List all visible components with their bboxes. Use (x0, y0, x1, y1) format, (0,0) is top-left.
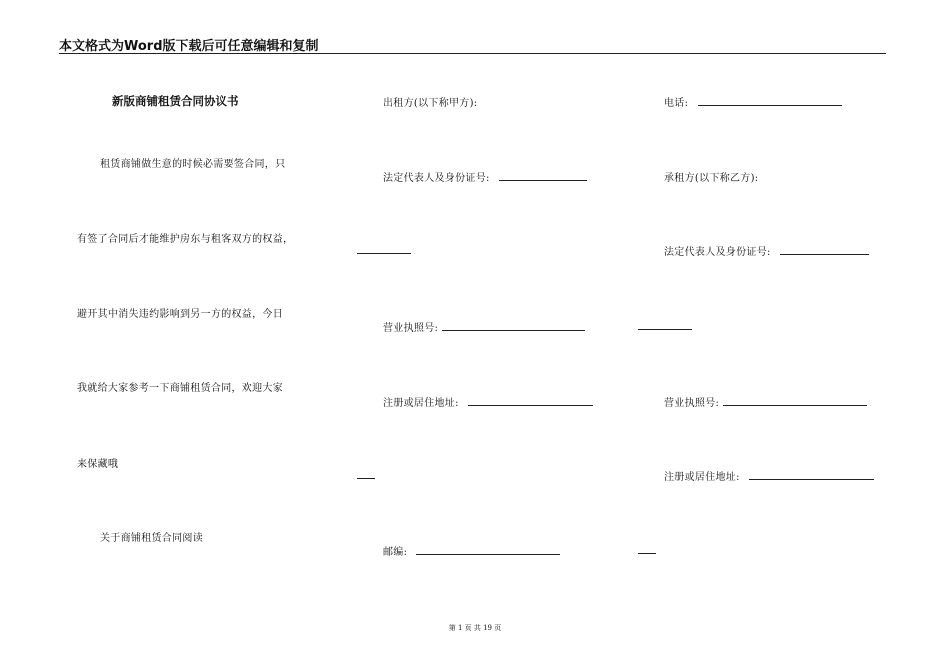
page-header (59, 33, 886, 54)
phone-field (698, 96, 842, 106)
intro-line-1: 租赁商铺做生意的时候必需要签合同，只 (100, 159, 286, 170)
blank-line (638, 553, 656, 554)
lessor-address-field (468, 396, 593, 406)
lessee-label: 承租方(以下称乙方): (664, 173, 759, 184)
lessor-postcode-row (383, 543, 560, 558)
lessor-address-label: 注册或居住地址: (383, 398, 459, 409)
phone-row (664, 94, 842, 109)
lessor-legal-rep-label: 法定代表人及身份证号: (383, 173, 490, 184)
header-note: 本文格式为Word版下载后可任意编辑和复制 (59, 39, 319, 54)
lessee-address-label: 注册或居住地址: (664, 472, 740, 483)
blank-line (357, 253, 411, 254)
lessee-legal-rep-label: 法定代表人及身份证号: (664, 247, 771, 258)
page-number: 第 1 页 共 19 页 (448, 624, 502, 632)
lessee-license-label: 营业执照号: (664, 398, 720, 409)
related-reading-heading: 关于商铺租赁合同阅读 (100, 533, 203, 544)
blank-line (638, 329, 692, 330)
lessee-license-row (664, 394, 867, 409)
phone-label: 电话: (664, 98, 689, 109)
lessor-label: 出租方(以下称甲方): (383, 98, 478, 109)
lessee-address-field (749, 470, 874, 480)
lessor-address-row (383, 394, 593, 409)
lessor-postcode-field (416, 545, 560, 555)
lessor-license-row (383, 319, 585, 334)
lessee-license-field (723, 396, 867, 406)
lessor-postcode-label: 邮编: (383, 547, 408, 558)
lessor-license-label: 营业执照号: (383, 323, 439, 334)
intro-line-4: 我就给大家参考一下商铺租赁合同，欢迎大家 (77, 383, 283, 394)
intro-line-2: 有签了合同后才能维护房东与租客双方的权益， (77, 234, 294, 245)
lessee-legal-rep-field (780, 245, 869, 255)
lessee-legal-rep-row (664, 243, 869, 258)
lessor-legal-rep-row (383, 169, 587, 184)
blank-line (357, 478, 375, 479)
document-title: 新版商铺租赁合同协议书 (112, 94, 239, 108)
lessee-address-row (664, 468, 874, 483)
intro-line-3: 避开其中消失违约影响到另一方的权益，今日 (77, 309, 283, 320)
intro-line-5: 来保藏哦 (77, 459, 119, 470)
lessor-legal-rep-field (499, 171, 587, 181)
lessor-license-field (442, 321, 585, 331)
